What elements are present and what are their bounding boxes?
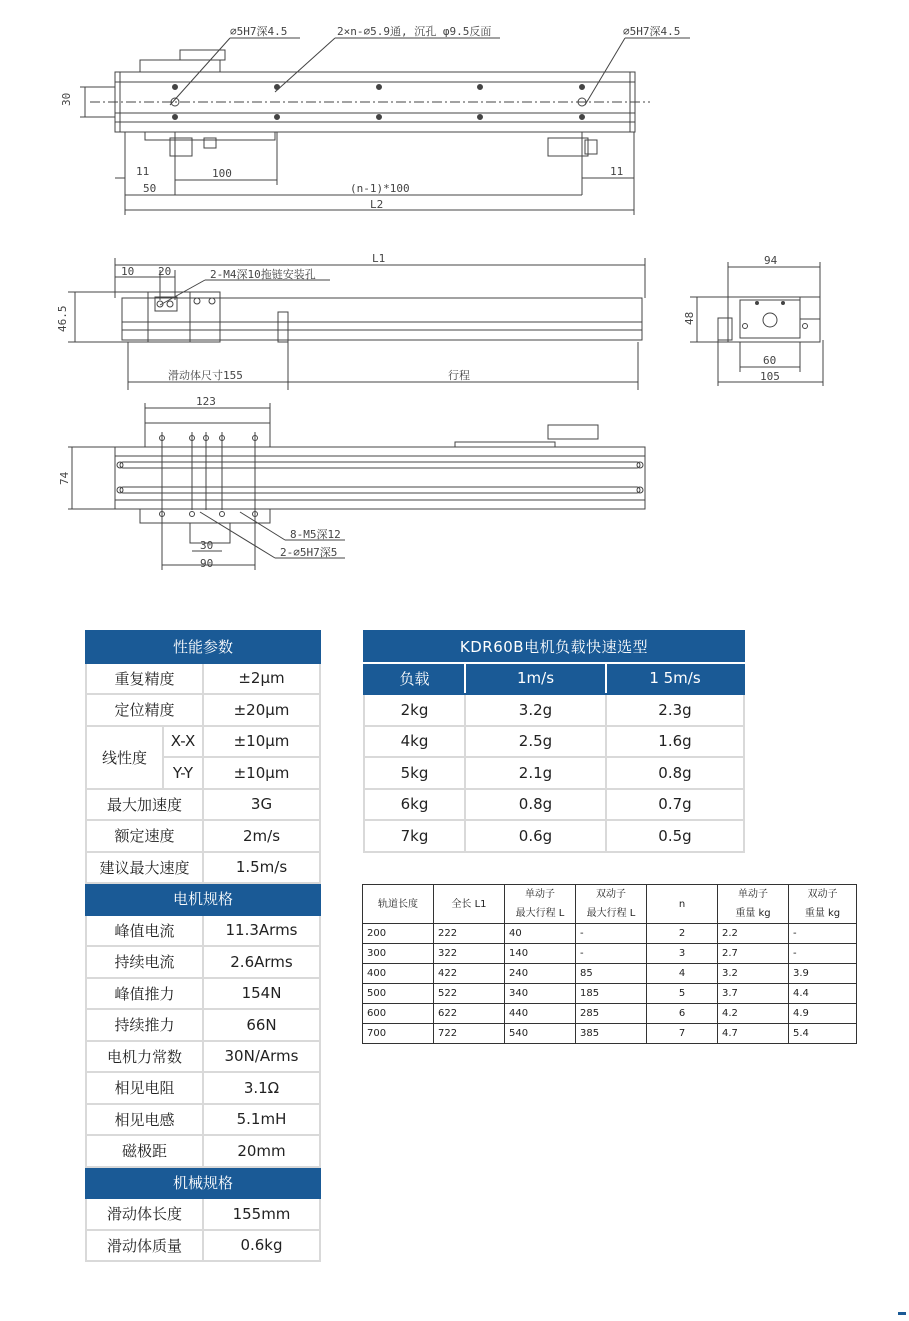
accel-cell: 0.5g <box>606 820 744 852</box>
spec-value: ±20μm <box>203 694 320 726</box>
stroke-label: 行程 <box>448 369 470 382</box>
table-cell: 522 <box>434 984 505 1004</box>
spec-label: 持续推力 <box>86 1009 203 1041</box>
table-cell: 6 <box>647 1004 718 1024</box>
dim-bottom-top: 123 <box>196 395 216 408</box>
table-cell: 385 <box>576 1024 647 1044</box>
table-cell: 440 <box>505 1004 576 1024</box>
load-cell: 6kg <box>364 789 465 821</box>
accel-cell: 2.3g <box>606 694 744 726</box>
table-cell: 340 <box>505 984 576 1004</box>
spec-label: 滑动体质量 <box>86 1230 203 1262</box>
spec-label: 峰值电流 <box>86 915 203 947</box>
table-cell: 722 <box>434 1024 505 1044</box>
spec-label: 峰值推力 <box>86 978 203 1010</box>
table-cell: 185 <box>576 984 647 1004</box>
table-row <box>364 789 744 821</box>
table-row <box>363 984 857 1004</box>
dim-repeat: (n-1)*100 <box>350 182 410 195</box>
load-cell: 4kg <box>364 726 465 758</box>
column-header: 全长 L1 <box>434 885 505 924</box>
table-cell: 2 <box>647 924 718 944</box>
table-cell: 300 <box>363 944 434 964</box>
table-cell: 2.2 <box>718 924 789 944</box>
table-cell: 2.7 <box>718 944 789 964</box>
dim-top-height: 30 <box>60 92 73 106</box>
end-view <box>690 262 823 386</box>
table-row <box>363 944 857 964</box>
hole-middle-note: 2×n-⌀5.9通, 沉孔 φ9.5反面 <box>337 25 492 38</box>
table-cell: 7 <box>647 1024 718 1044</box>
spec-label: 相见电感 <box>86 1104 203 1136</box>
column-header: 双动子 最大行程 L <box>576 885 647 924</box>
accel-cell: 2.1g <box>465 757 606 789</box>
side-view <box>68 258 645 390</box>
table-row <box>364 820 744 852</box>
column-header: 双动子 重量 kg <box>789 885 857 924</box>
spec-value: 5.1mH <box>203 1104 320 1136</box>
spec-label: 建议最大速度 <box>86 852 203 884</box>
linearity-xx-label: X-X <box>163 726 203 758</box>
corner-accent <box>898 1312 906 1315</box>
speed-header: 1m/s <box>465 663 606 695</box>
spec-value: ±2μm <box>203 663 320 695</box>
table-cell: 222 <box>434 924 505 944</box>
spec-value: 0.6kg <box>203 1230 320 1262</box>
table-cell: 400 <box>363 964 434 984</box>
dim-bottom-height: 74 <box>58 471 71 485</box>
dim-pitch: 100 <box>212 167 232 180</box>
spec-label: 额定速度 <box>86 820 203 852</box>
accel-cell: 1.6g <box>606 726 744 758</box>
hole-left-note: ⌀5H7深4.5 <box>230 25 288 38</box>
accel-cell: 2.5g <box>465 726 606 758</box>
table-cell: 3.7 <box>718 984 789 1004</box>
table-cell: 4.2 <box>718 1004 789 1024</box>
dim-side-b: 20 <box>158 265 172 278</box>
pin-note: 2-⌀5H7深5 <box>280 546 338 559</box>
linearity-yy-label: Y-Y <box>163 757 203 789</box>
table-cell: - <box>576 944 647 964</box>
spec-table <box>85 630 321 1262</box>
load-cell: 7kg <box>364 820 465 852</box>
accel-cell: 0.8g <box>606 757 744 789</box>
spec-value: 3G <box>203 789 320 821</box>
dim-edge-right: 11 <box>610 165 624 178</box>
stroke-length-table <box>362 884 857 1044</box>
bottom-view <box>68 403 645 570</box>
table-cell: 500 <box>363 984 434 1004</box>
linearity-label: 线性度 <box>86 726 163 789</box>
table-cell: 200 <box>363 924 434 944</box>
spec-label: 磁极距 <box>86 1135 203 1167</box>
spec-value: 3.1Ω <box>203 1072 320 1104</box>
load-cell: 2kg <box>364 694 465 726</box>
motor-title: 电机规格 <box>86 883 320 915</box>
spec-value: 30N/Arms <box>203 1041 320 1073</box>
speed-header: 1 5m/s <box>606 663 744 695</box>
load-header: 负载 <box>364 663 465 695</box>
spec-value: 2.6Arms <box>203 946 320 978</box>
dim-offset: 50 <box>143 182 157 195</box>
dim-bottom-30: 30 <box>200 539 214 552</box>
table-cell: 5 <box>647 984 718 1004</box>
accel-cell: 0.6g <box>465 820 606 852</box>
linearity-yy-value: ±10μm <box>203 757 320 789</box>
table-cell: 4.7 <box>718 1024 789 1044</box>
load-cell: 5kg <box>364 757 465 789</box>
table-row <box>364 726 744 758</box>
spec-value: 11.3Arms <box>203 915 320 947</box>
spec-value: 20mm <box>203 1135 320 1167</box>
table-cell: 622 <box>434 1004 505 1024</box>
technical-drawing <box>0 0 909 600</box>
column-header: 单动子 最大行程 L <box>505 885 576 924</box>
spec-value: 66N <box>203 1009 320 1041</box>
column-header: n <box>647 885 718 924</box>
table-row <box>363 1004 857 1024</box>
spec-value: 2m/s <box>203 820 320 852</box>
table-cell: 240 <box>505 964 576 984</box>
linearity-xx-value: ±10μm <box>203 726 320 758</box>
table-cell: 322 <box>434 944 505 964</box>
table-cell: 5.4 <box>789 1024 857 1044</box>
table-cell: 3.9 <box>789 964 857 984</box>
dim-total-l2: L2 <box>370 198 384 211</box>
table-cell: - <box>576 924 647 944</box>
load-table-title: KDR60B电机负载快速选型 <box>364 631 744 663</box>
table-row <box>363 924 857 944</box>
dim-end-width-top: 94 <box>764 254 778 267</box>
table-cell: 540 <box>505 1024 576 1044</box>
dim-edge-left: 11 <box>136 165 150 178</box>
table-cell: 285 <box>576 1004 647 1024</box>
m5-note: 8-M5深12 <box>290 528 341 541</box>
drag-chain-hole-note: 2-M4深10拖链安装孔 <box>210 268 316 281</box>
spec-label: 电机力常数 <box>86 1041 203 1073</box>
table-cell: 422 <box>434 964 505 984</box>
performance-title: 性能参数 <box>86 631 320 663</box>
spec-label: 相见电阻 <box>86 1072 203 1104</box>
dim-total-l1: L1 <box>372 252 386 265</box>
table-row <box>363 1024 857 1044</box>
mechanical-title: 机械规格 <box>86 1167 320 1199</box>
table-row <box>363 964 857 984</box>
table-cell: 85 <box>576 964 647 984</box>
table-cell: 3.2 <box>718 964 789 984</box>
table-cell: - <box>789 944 857 964</box>
dim-end-height: 48 <box>683 311 696 325</box>
spec-label: 持续电流 <box>86 946 203 978</box>
table-cell: 600 <box>363 1004 434 1024</box>
spec-label: 定位精度 <box>86 694 203 726</box>
load-selection-table <box>363 630 745 853</box>
dim-side-a: 10 <box>121 265 135 278</box>
dim-end-width-bottom: 105 <box>760 370 780 383</box>
table-cell: 3 <box>647 944 718 964</box>
spec-value: 1.5m/s <box>203 852 320 884</box>
accel-cell: 3.2g <box>465 694 606 726</box>
dim-end-width-mid: 60 <box>763 354 777 367</box>
table-cell: 40 <box>505 924 576 944</box>
dim-side-height: 46.5 <box>56 305 69 332</box>
slider-size-label: 滑动体尺寸155 <box>168 369 243 382</box>
accel-cell: 0.8g <box>465 789 606 821</box>
table-row <box>364 757 744 789</box>
hole-right-note: ⌀5H7深4.5 <box>623 25 681 38</box>
table-cell: 4.4 <box>789 984 857 1004</box>
spec-value: 155mm <box>203 1198 320 1230</box>
dim-bottom-90: 90 <box>200 557 214 570</box>
table-row <box>364 694 744 726</box>
table-cell: - <box>789 924 857 944</box>
column-header: 轨道长度 <box>363 885 434 924</box>
table-cell: 140 <box>505 944 576 964</box>
spec-label: 重复精度 <box>86 663 203 695</box>
spec-label: 最大加速度 <box>86 789 203 821</box>
accel-cell: 0.7g <box>606 789 744 821</box>
spec-value: 154N <box>203 978 320 1010</box>
table-cell: 4.9 <box>789 1004 857 1024</box>
column-header: 单动子 重量 kg <box>718 885 789 924</box>
spec-label: 滑动体长度 <box>86 1198 203 1230</box>
table-cell: 4 <box>647 964 718 984</box>
table-cell: 700 <box>363 1024 434 1044</box>
